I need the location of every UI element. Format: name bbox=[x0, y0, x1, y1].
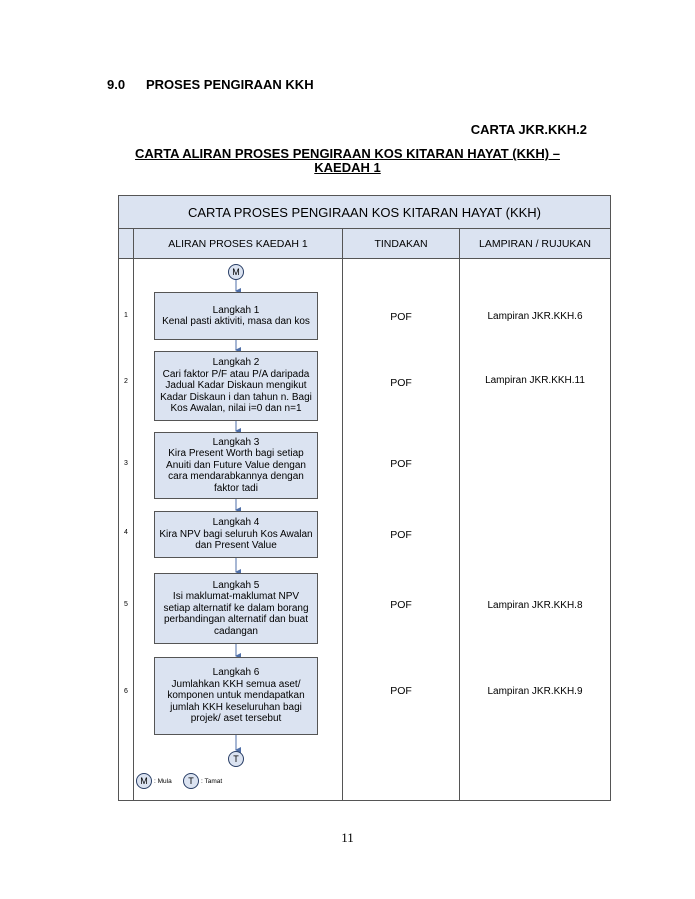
step-title: Langkah 4 bbox=[212, 517, 260, 529]
step-line: Jumlahkan KKH semua aset/ bbox=[171, 678, 301, 690]
action-cell: POF bbox=[390, 599, 412, 611]
step-box bbox=[154, 573, 318, 644]
chart-reference: CARTA JKR.KKH.2 bbox=[470, 122, 587, 137]
step-line: komponen untuk mendapatkan bbox=[167, 690, 305, 702]
end-terminal: T bbox=[228, 751, 244, 767]
legend-end-symbol: T bbox=[183, 773, 199, 789]
step-line: Kira NPV bagi seluruh Kos Awalan bbox=[159, 528, 313, 540]
step-line: cadangan bbox=[214, 625, 258, 637]
step-line: Isi maklumat-maklumat NPV bbox=[172, 591, 300, 603]
row-number: 6 bbox=[124, 688, 128, 695]
section-number: 9.0 bbox=[107, 77, 126, 92]
page-number: 11 bbox=[341, 830, 354, 845]
row-number: 1 bbox=[124, 312, 128, 319]
step-line: setiap alternatif ke dalam borang bbox=[163, 602, 309, 614]
action-cell: POF bbox=[390, 311, 412, 323]
step-line: Kadar Diskaun i dan tahun n. Bagi bbox=[160, 391, 312, 403]
step-box bbox=[154, 292, 318, 340]
step-box bbox=[154, 511, 318, 558]
step-line: faktor tadi bbox=[214, 482, 258, 494]
step-line: projek/ aset tersebut bbox=[190, 713, 282, 725]
step-line: perbandingan alternatif dan buat bbox=[163, 614, 308, 626]
chart-title-line: CARTA ALIRAN PROSES PENGIRAAN KOS KITARAN HAYAT (KKH) – bbox=[135, 146, 560, 161]
step-line: Cari faktor P/F atau P/A daripada bbox=[162, 368, 310, 380]
attachment-cell: Lampiran JKR.KKH.8 bbox=[487, 600, 583, 611]
step-line: dan Present Value bbox=[195, 540, 277, 552]
step-line: Kenal pasti aktiviti, masa dan kos bbox=[162, 316, 310, 327]
step-box bbox=[154, 657, 318, 735]
row-number: 5 bbox=[124, 601, 128, 608]
attachment-cell: Lampiran JKR.KKH.9 bbox=[487, 686, 583, 697]
step-line: cara mendarabkannya dengan bbox=[168, 471, 304, 483]
attachment-cell: Lampiran JKR.KKH.11 bbox=[485, 375, 585, 386]
action-cell: POF bbox=[390, 685, 412, 697]
legend-start-symbol: M bbox=[136, 773, 152, 789]
step-line: Jadual Kadar Diskaun mengikut bbox=[165, 380, 307, 392]
step-title: Langkah 3 bbox=[212, 436, 260, 448]
row-number: 3 bbox=[124, 460, 128, 467]
attachment-cell: Lampiran JKR.KKH.6 bbox=[487, 311, 583, 322]
start-terminal: M bbox=[228, 264, 244, 280]
column-header-action: TINDAKAN bbox=[343, 229, 459, 259]
legend-end-text: : Tamat bbox=[201, 778, 223, 785]
step-line: Kos Awalan, nilai i=0 dan n=1 bbox=[170, 403, 302, 415]
step-line: Anuiti dan Future Value dengan bbox=[166, 459, 306, 471]
step-title: Langkah 2 bbox=[212, 357, 260, 369]
step-title: Langkah 6 bbox=[212, 667, 260, 679]
step-box bbox=[154, 432, 318, 499]
action-cell: POF bbox=[390, 458, 412, 470]
step-title: Langkah 1 bbox=[212, 304, 260, 316]
section-title: PROSES PENGIRAAN KKH bbox=[146, 77, 314, 92]
chart-title-line: KAEDAH 1 bbox=[314, 160, 381, 175]
row-number: 4 bbox=[124, 529, 128, 536]
action-cell: POF bbox=[390, 529, 412, 541]
step-title: Langkah 5 bbox=[212, 579, 260, 591]
column-header-attachment: LAMPIRAN / RUJUKAN bbox=[460, 229, 610, 259]
step-box bbox=[154, 351, 318, 421]
flowchart-header: CARTA PROSES PENGIRAAN KOS KITARAN HAYAT (KKH) bbox=[119, 196, 610, 229]
step-line: Kira Present Worth bagi setiap bbox=[168, 448, 304, 460]
legend-start-text: : Mula bbox=[154, 778, 172, 785]
action-cell: POF bbox=[390, 377, 412, 389]
step-line: jumlah KKH keseluruhan bagi bbox=[170, 701, 302, 713]
row-number: 2 bbox=[124, 378, 128, 385]
column-header-process: ALIRAN PROSES KAEDAH 1 bbox=[134, 229, 342, 259]
